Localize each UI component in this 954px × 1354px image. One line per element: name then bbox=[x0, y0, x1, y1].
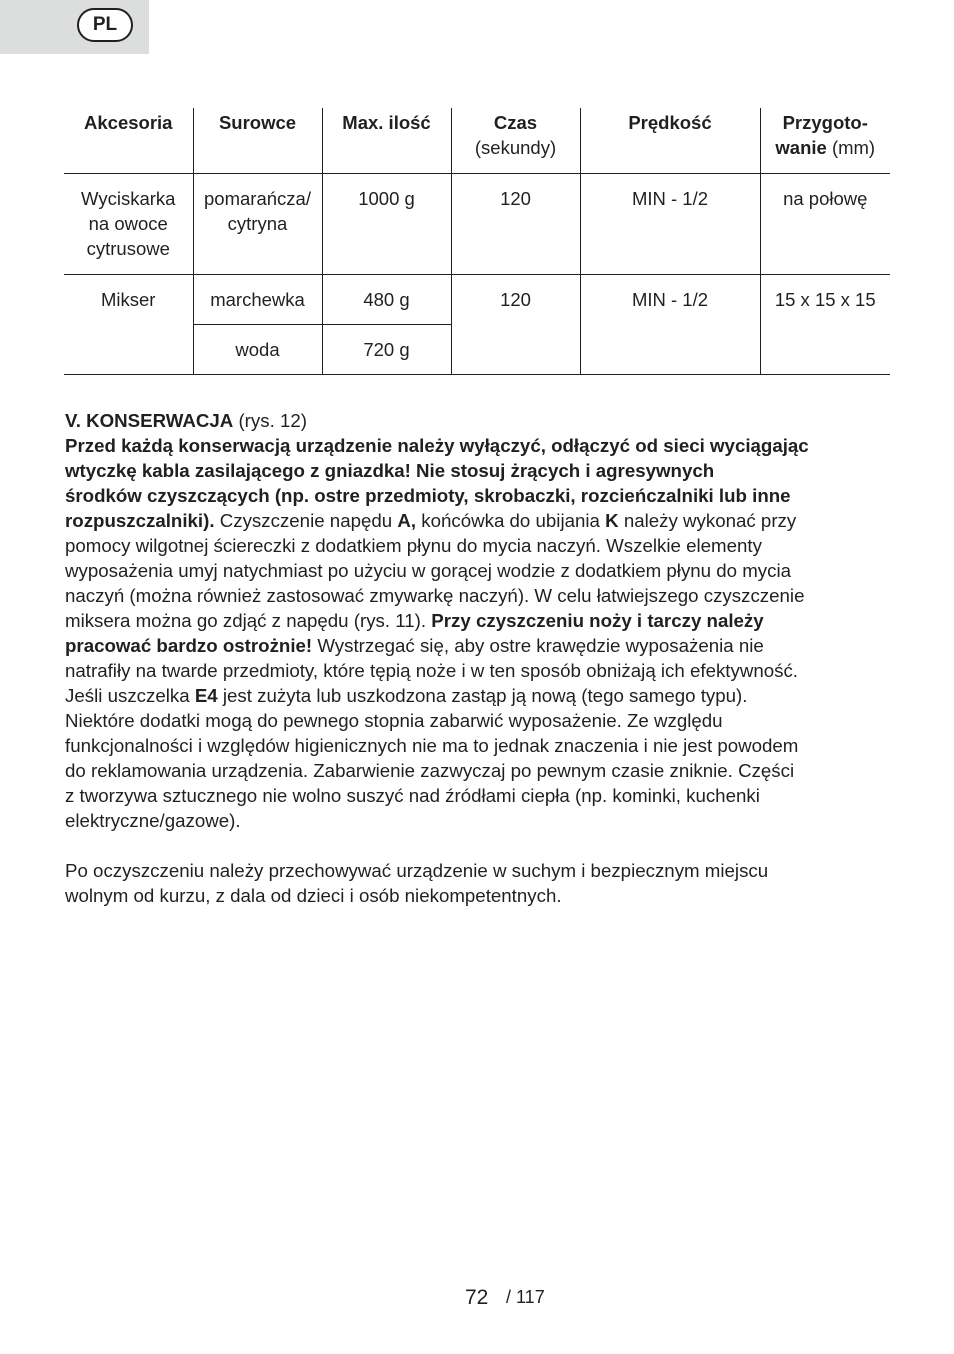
text-run: Jeśli uszczelka bbox=[65, 685, 195, 706]
language-badge: PL bbox=[77, 8, 133, 42]
bold-run: pracować bardzo ostrożnie! bbox=[65, 635, 313, 656]
storage-paragraph bbox=[65, 858, 895, 908]
header-speed: Prędkość bbox=[580, 108, 760, 174]
cell-ingredient: pomarańcza/ cytryna bbox=[193, 174, 322, 275]
cell-accessory: Mikser bbox=[64, 275, 193, 375]
section-title: V. KONSERWACJA (rys. 12) bbox=[65, 410, 307, 431]
text-line bbox=[65, 633, 895, 658]
table-row bbox=[64, 174, 890, 275]
text-run: należy wykonać przy bbox=[618, 510, 797, 531]
text-line bbox=[65, 558, 895, 583]
maintenance-section bbox=[65, 408, 895, 908]
bold-run: E4 bbox=[194, 685, 218, 706]
text-run: Niektóre dodatki mogą do pewnego stopnia zabarwić wyposażenie. Ze względu bbox=[65, 710, 723, 731]
text-run: miksera można go zdjąć z napędu (rys. 11). bbox=[65, 610, 432, 631]
text-run: jest zużyta lub uszkodzona zastąp ją nową (tego samego typu). bbox=[217, 685, 748, 706]
table-header-row bbox=[64, 108, 890, 174]
text-run: natrafiły na twarde przedmioty, które tępią noże i w ten sposób obniżają ich efektywność. bbox=[65, 660, 798, 681]
cell-max-quantity: 480 g bbox=[322, 275, 451, 325]
bold-run: wtyczkę kabla zasilającego z gniazdka! Nie stosuj żrących i agresywnych bbox=[65, 460, 715, 481]
text-line bbox=[65, 783, 895, 808]
text-line bbox=[65, 458, 895, 483]
text-run: Wystrzegać się, aby ostre krawędzie wyposażenia nie bbox=[312, 635, 764, 656]
page-total: / 117 bbox=[506, 1287, 545, 1307]
settings-table bbox=[64, 108, 890, 375]
text-line: wolnym od kurzu, z dala od dzieci i osób niekompetentnych. bbox=[65, 885, 562, 906]
text-line bbox=[65, 508, 895, 533]
cell-speed: MIN - 1/2 bbox=[580, 275, 760, 375]
text-line bbox=[65, 483, 895, 508]
text-run: końcówka do ubijania bbox=[416, 510, 606, 531]
bold-run: Przy czyszczeniu noży i tarczy należy bbox=[431, 610, 764, 631]
header-time: Czas (sekundy) bbox=[451, 108, 580, 174]
text-line bbox=[65, 658, 895, 683]
cell-ingredient: woda bbox=[193, 325, 322, 375]
text-line bbox=[65, 708, 895, 733]
cell-preparation: na połowę bbox=[760, 174, 890, 275]
bold-run: rozpuszczalniki). bbox=[65, 510, 215, 531]
text-run: funkcjonalności i względów higienicznych nie ma to jednak znaczenia i nie jest powodem bbox=[65, 735, 799, 756]
cell-time: 120 bbox=[451, 275, 580, 375]
text-line bbox=[65, 733, 895, 758]
text-line: Po oczyszczeniu należy przechowywać urządzenie w suchym i bezpiecznym miejscu bbox=[65, 860, 769, 881]
cell-preparation: 15 x 15 x 15 bbox=[760, 275, 890, 375]
header-preparation: Przygoto- wanie (mm) bbox=[760, 108, 890, 174]
text-run: Czyszczenie napędu bbox=[214, 510, 398, 531]
text-line bbox=[65, 808, 895, 833]
text-run: elektryczne/gazowe). bbox=[65, 810, 241, 831]
header-ingredients: Surowce bbox=[193, 108, 322, 174]
cell-speed: MIN - 1/2 bbox=[580, 174, 760, 275]
cell-max-quantity: 720 g bbox=[322, 325, 451, 375]
text-line bbox=[65, 683, 895, 708]
bold-run: A, bbox=[397, 510, 417, 531]
bold-run: środków czyszczących (np. ostre przedmioty, skrobaczki, rozcieńczalniki lub inne bbox=[65, 485, 791, 506]
maintenance-paragraph bbox=[65, 433, 895, 833]
text-line bbox=[65, 433, 895, 458]
header-accessories: Akcesoria bbox=[64, 108, 193, 174]
text-run: naczyń (można również zastosować zmywarkę naczyń). W celu łatwiejszego czyszczenie bbox=[65, 585, 805, 606]
text-run: wyposażenia umyj natychmiast po użyciu w gorącej wodzie z dodatkiem płynu do mycia bbox=[65, 560, 792, 581]
text-run: pomocy wilgotnej ściereczki z dodatkiem płynu do mycia naczyń. Wszelkie elementy bbox=[65, 535, 762, 556]
cell-accessory: Wyciskarka na owoce cytrusowe bbox=[64, 174, 193, 275]
cell-time: 120 bbox=[451, 174, 580, 275]
cell-ingredient: marchewka bbox=[193, 275, 322, 325]
cell-max-quantity: 1000 g bbox=[322, 174, 451, 275]
header-max-quantity: Max. ilość bbox=[322, 108, 451, 174]
page-number: 72 bbox=[465, 1286, 489, 1309]
language-tab bbox=[0, 0, 149, 54]
bold-run: Przed każdą konserwacją urządzenie należy wyłączyć, odłączyć od sieci wyciągając bbox=[65, 435, 809, 456]
bold-run: K bbox=[605, 510, 619, 531]
text-line bbox=[65, 758, 895, 783]
text-run: z tworzywa sztucznego nie wolno suszyć nad źródłami ciepła (np. kominki, kuchenki bbox=[65, 785, 760, 806]
text-line bbox=[65, 583, 895, 608]
text-run: do reklamowania urządzenia. Zabarwienie zazwyczaj po pewnym czasie zniknie. Części bbox=[65, 760, 795, 781]
table-row bbox=[64, 275, 890, 325]
text-line bbox=[65, 533, 895, 558]
text-line bbox=[65, 608, 895, 633]
